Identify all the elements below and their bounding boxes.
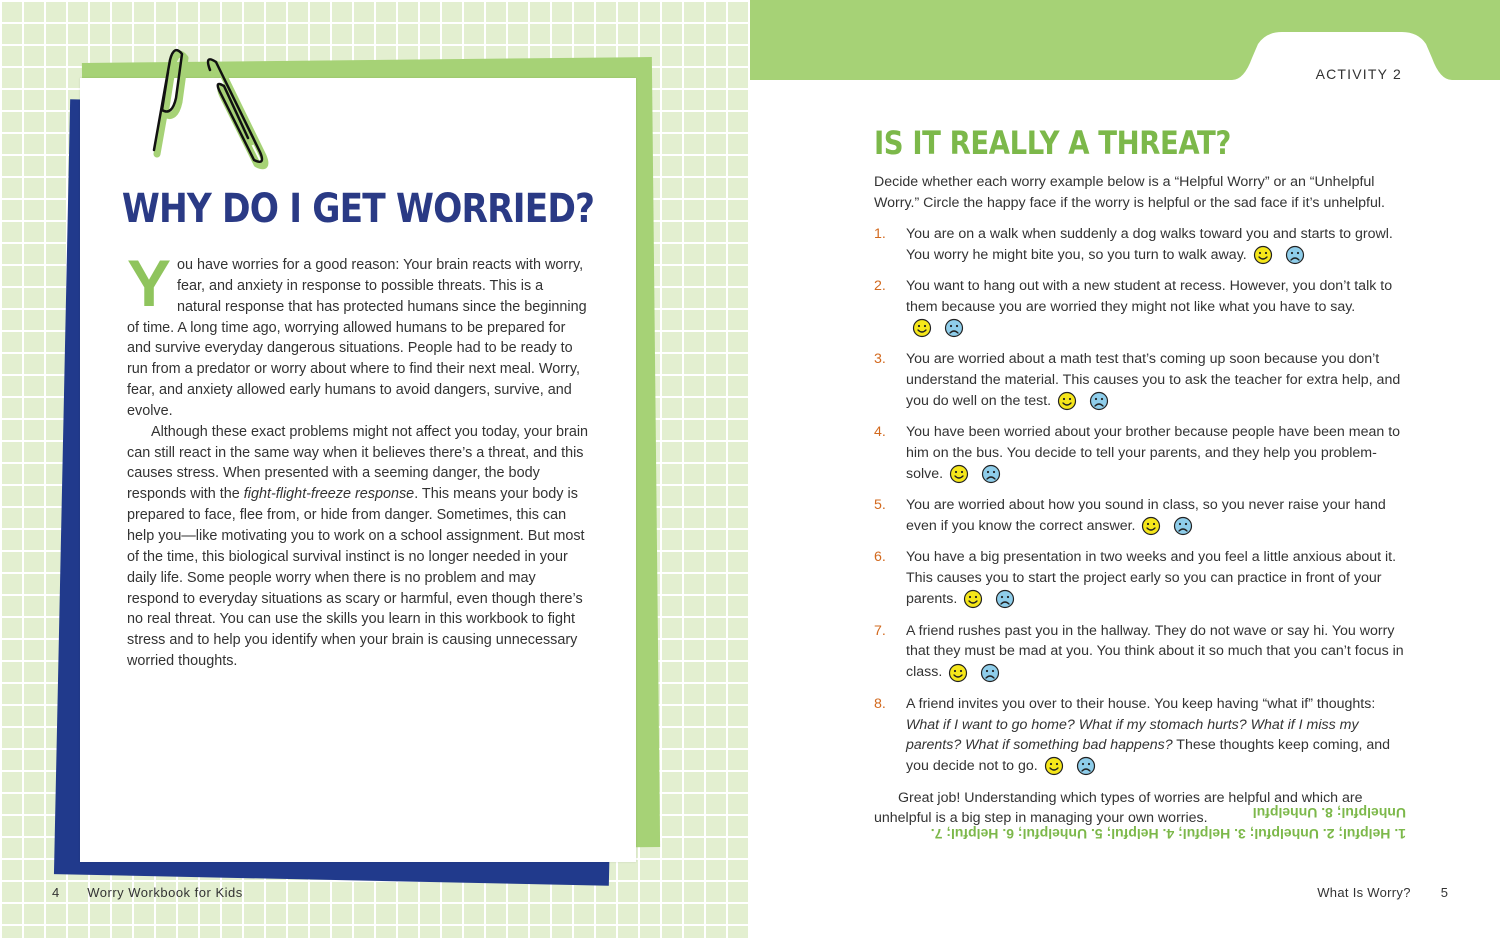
item-number: 4. bbox=[874, 424, 886, 441]
sad-face-icon[interactable] bbox=[1285, 245, 1305, 265]
item-number: 6. bbox=[874, 549, 886, 566]
item-text: You are worried about a math test that’s coming up soon because you don’t understand the material. This causes you to ask the teacher for extra help, and you do well on the test. bbox=[906, 351, 1401, 409]
right-footer bbox=[1317, 885, 1448, 900]
item-number: 3. bbox=[874, 351, 886, 368]
activity-instructions: Decide whether each worry example below is a “Helpful Worry” or an “Unhelpful Worry.” Circle the happy face if the worry is helpful or the sad face if it’s unhelpful. bbox=[874, 174, 1385, 211]
list-item bbox=[874, 495, 1404, 537]
happy-face-icon[interactable] bbox=[948, 663, 968, 683]
item-number: 8. bbox=[874, 695, 886, 712]
happy-face-icon[interactable] bbox=[912, 318, 932, 338]
chapter-title: What Is Worry? bbox=[1317, 885, 1411, 900]
item-text: You want to hang out with a new student at recess. However, you don’t talk to them because you are worried they might not like what you have to say. bbox=[906, 277, 1393, 315]
sad-face-icon[interactable] bbox=[944, 318, 964, 338]
list-item bbox=[874, 276, 1404, 339]
happy-face-icon[interactable] bbox=[1253, 245, 1273, 265]
book-title: Worry Workbook for Kids bbox=[87, 885, 243, 900]
happy-face-icon[interactable] bbox=[963, 589, 983, 609]
drop-cap: Y bbox=[127, 246, 172, 320]
item-text: You are on a walk when suddenly a dog walks toward you and starts to growl. You worry he might bite you, so you turn to walk away. bbox=[906, 225, 1393, 263]
page-number-left: 4 bbox=[52, 885, 60, 900]
paragraph-2: Although these exact problems might not affect you today, your brain can still react in the same way when it believes there’s a threat, and this causes stress. When presented with a seeming danger, the body responds with the fight-flight-freeze response. This means your body is prepared to face, flee from, or hide from danger. Sometimes, this can help you—like motivating you to work on a school assignment. But most of the time, this biological survival instinct is no longer needed in your daily life. Some people worry when there is no problem and may respond to everyday situations as scary or harmful, even though there’s no real threat. You can use the skills you learn in this workbook to fight stress and to help you identify when your brain is causing unnecessary worried thoughts. bbox=[127, 423, 589, 670]
sad-face-icon[interactable] bbox=[980, 663, 1000, 683]
happy-face-icon[interactable] bbox=[1044, 756, 1064, 776]
list-item bbox=[874, 694, 1404, 778]
item-text: You are worried about how you sound in class, so you never raise your hand even if you know the correct answer. bbox=[906, 497, 1386, 535]
list-item bbox=[874, 621, 1404, 684]
item-text: You have a big presentation in two weeks and you feel a little anxious about it. This causes you to start the project early so you can practice in front of your parents. bbox=[906, 549, 1397, 608]
sad-face-icon[interactable] bbox=[1089, 391, 1109, 411]
item-text-italic: What if I want to go home? What if my stomach hurts? What if I miss my parents? What if something bad happens? bbox=[906, 716, 1359, 754]
sad-face-icon[interactable] bbox=[1173, 516, 1193, 536]
happy-face-icon[interactable] bbox=[1057, 391, 1077, 411]
item-text: You have been worried about your brother because people have been mean to him on the bus. You decide to tell your parents, and they help you problem-solve. bbox=[906, 424, 1401, 482]
activity-body bbox=[874, 172, 1404, 829]
sad-face-icon[interactable] bbox=[1076, 756, 1096, 776]
sad-face-icon[interactable] bbox=[981, 464, 1001, 484]
paragraph-1: ou have worries for a good reason: Your brain reacts with worry, fear, and anxiety in response to possible threats. This is a natural response that has protected humans since the beginning of time. A long time ago, worrying allowed humans to be prepared for and survive everyday dangerous situations. People had to be ready to run from a predator or worry about where to find their next meal. Worry, fear, and anxiety allowed early humans to avoid dangers, survive, and evolve. bbox=[127, 257, 587, 419]
page-number-right: 5 bbox=[1440, 885, 1448, 900]
left-page-title: WHY DO I GET WORRIED? bbox=[121, 186, 595, 232]
item-number: 1. bbox=[874, 225, 886, 242]
right-page bbox=[750, 0, 1500, 938]
list-item bbox=[874, 422, 1404, 485]
activity-label: ACTIVITY 2 bbox=[1315, 66, 1402, 82]
item-number: 7. bbox=[874, 622, 886, 639]
happy-face-icon[interactable] bbox=[949, 464, 969, 484]
item-text: These thoughts keep coming, and you decide not to go. bbox=[906, 737, 1391, 775]
item-number: 2. bbox=[874, 277, 886, 294]
item-text: A friend rushes past you in the hallway. They do not wave or say hi. You worry that they must be mad at you. You think about it so much that you can’t focus in class. bbox=[906, 622, 1404, 681]
list-item bbox=[874, 547, 1404, 610]
left-body-text bbox=[127, 246, 591, 672]
closing-paragraph: Great job! Understanding which types of worries are helpful and which are unhelpful is a big step in managing your own worries. bbox=[874, 789, 1363, 827]
happy-face-icon[interactable] bbox=[1141, 516, 1161, 536]
worry-list bbox=[874, 224, 1404, 778]
sad-face-icon[interactable] bbox=[995, 589, 1015, 609]
right-page-title: IS IT REALLY A THREAT? bbox=[874, 124, 1231, 162]
fight-flight-freeze-term: fight-flight-freeze response bbox=[243, 486, 415, 503]
item-number: 5. bbox=[874, 497, 886, 514]
answer-key: 1. Helpful; 2. Unhelpful; 3. Helpful; 4. Helpful; 5. Unhelpful; 6. Helpful; 7. Unhelpful; 8. Unhelpful bbox=[930, 805, 1406, 842]
item-text: A friend invites you over to their house. You keep having “what if” thoughts: bbox=[906, 695, 1376, 712]
list-item bbox=[874, 349, 1404, 412]
left-footer bbox=[52, 885, 243, 900]
paperclip-icon bbox=[132, 40, 272, 170]
list-item bbox=[874, 224, 1404, 266]
